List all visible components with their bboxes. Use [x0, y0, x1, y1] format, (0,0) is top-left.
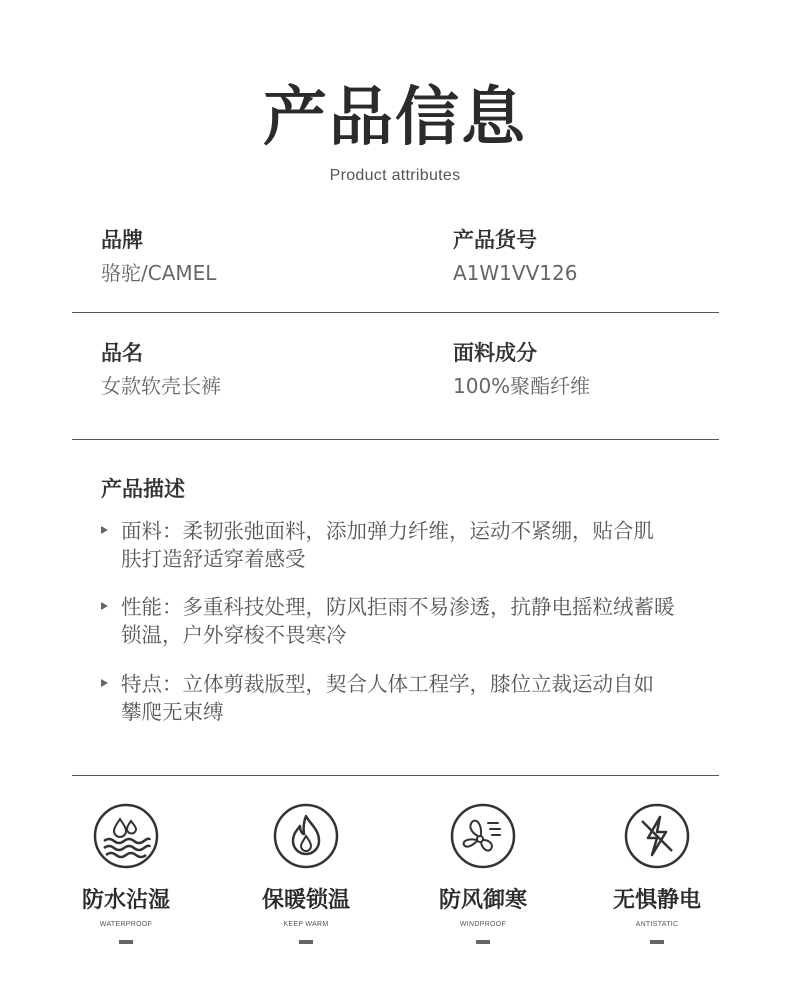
divider [72, 775, 719, 776]
feature-sublabel: KEEP WARM [283, 921, 329, 928]
attr-product-name [101, 339, 221, 399]
attr-sku [453, 226, 577, 286]
feature-dash [299, 940, 313, 944]
attr-value: A1W1VV126 [453, 261, 578, 285]
feature-windproof [413, 803, 553, 944]
attr-label: 品名 [101, 341, 143, 365]
description-text: 面料：柔韧张弛面料，添加弹力纤维，运动不紧绷，贴合肌 肤打造舒适穿着感受 [121, 519, 654, 571]
divider [72, 439, 719, 440]
triangle-bullet-icon [101, 602, 108, 610]
divider [72, 312, 719, 313]
attr-value: 骆驼/CAMEL [101, 261, 217, 285]
description-title: 产品描述 [101, 477, 185, 501]
flame-icon [273, 803, 339, 869]
description-item [101, 593, 751, 649]
description-item [101, 670, 751, 726]
feature-keep-warm [236, 803, 376, 944]
feature-waterproof [56, 803, 196, 944]
attr-value: 100%聚酯纤维 [453, 374, 591, 398]
attr-value: 女款软壳长裤 [101, 374, 221, 398]
page-title: 产品信息 [263, 81, 527, 155]
lightning-icon [624, 803, 690, 869]
feature-sublabel: ANTISTATIC [635, 921, 679, 928]
feature-dash [476, 940, 490, 944]
water-waves-icon [93, 803, 159, 869]
feature-label: 无惧静电 [612, 888, 701, 913]
attr-material [453, 339, 590, 399]
feature-label: 防风御寒 [438, 888, 527, 913]
feature-antistatic [587, 803, 727, 944]
fan-wind-icon [450, 803, 516, 869]
attr-label: 产品货号 [453, 228, 537, 252]
feature-dash [119, 940, 133, 944]
attr-label: 面料成分 [453, 341, 537, 365]
attr-brand [101, 226, 216, 286]
description-text: 性能：多重科技处理，防风拒雨不易渗透，抗静电摇粒绒蓄暖 锁温，户外穿梭不畏寒冷 [121, 595, 675, 647]
triangle-bullet-icon [101, 526, 108, 534]
feature-label: 保暖锁温 [261, 888, 350, 913]
feature-sublabel: WATERPROOF [99, 921, 153, 928]
feature-label: 防水沾湿 [81, 888, 170, 913]
description-text: 特点：立体剪裁版型，契合人体工程学，膝位立裁运动自如 攀爬无束缚 [121, 672, 654, 724]
feature-sublabel: WINDPROOF [459, 921, 507, 928]
triangle-bullet-icon [101, 679, 108, 687]
page-subtitle: Product attributes [329, 167, 461, 184]
feature-dash [650, 940, 664, 944]
description-item [101, 517, 751, 573]
attr-label: 品牌 [101, 228, 143, 252]
